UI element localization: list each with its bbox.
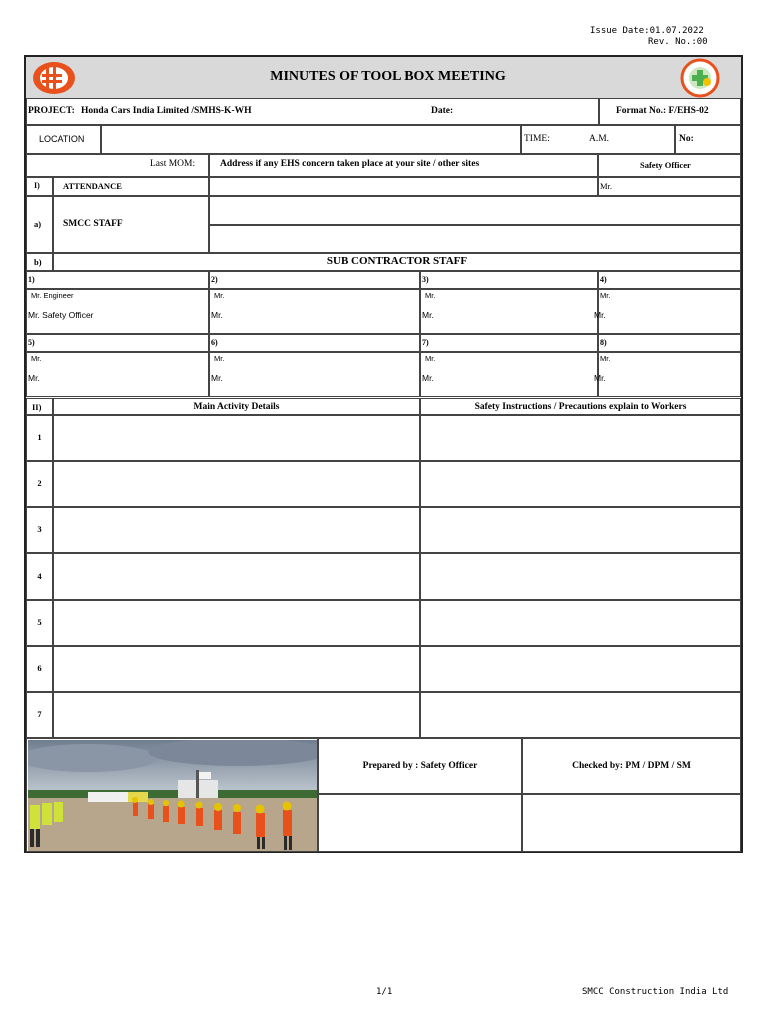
staff-line-2: Mr. [211, 310, 223, 320]
attendance-number: I) [34, 181, 40, 190]
staff-line-1: Mr. [600, 354, 611, 363]
staff-line-1: Mr. [214, 291, 225, 300]
activity-main-cell [53, 692, 420, 738]
staff-number: 1) [28, 275, 35, 284]
location-label: LOCATION [39, 134, 85, 144]
activity-row-number: 6 [37, 663, 42, 673]
page-number: 1/1 [376, 987, 393, 997]
staff-line-2: Mr. [28, 373, 40, 383]
staff-number: 7) [422, 338, 429, 347]
activity-safety-cell [420, 415, 741, 461]
staff-number: 4) [600, 275, 607, 284]
staff-number-cell [598, 334, 741, 352]
activity-safety-cell [420, 600, 741, 646]
activity-safety-cell [420, 461, 741, 507]
staff-number: 5) [28, 338, 35, 347]
smcc-line-2 [209, 225, 741, 253]
staff-number-cell [209, 334, 420, 352]
last-mom-label: Last MOM: [150, 159, 196, 169]
staff-line-1: Mr. [600, 291, 611, 300]
form-title: MINUTES OF TOOL BOX MEETING [270, 69, 506, 84]
staff-line-2: Mr. [422, 373, 434, 383]
staff-entry-cell [26, 352, 209, 397]
staff-line-1: Mr. [214, 354, 225, 363]
smcc-number: a) [34, 219, 42, 229]
attendance-label: ATTENDANCE [63, 181, 122, 191]
activity-safety-cell [420, 553, 741, 600]
staff-line-2: Mr. [594, 373, 606, 383]
checked-by-label: Checked by: PM / DPM / SM [572, 761, 691, 771]
staff-number: 6) [211, 338, 218, 347]
staff-entry-cell [209, 352, 420, 397]
staff-line-1: Mr. [425, 354, 436, 363]
prepared-by-label: Prepared by : Safety Officer [362, 761, 478, 771]
project-label: PROJECT: [28, 106, 75, 116]
activity-row-number: 3 [37, 524, 42, 534]
staff-entry-cell [420, 289, 598, 334]
staff-entry-cell [598, 352, 741, 397]
activity-row-number: 4 [37, 570, 42, 581]
activity-main-cell [53, 646, 420, 692]
staff-line-2: Mr. [422, 310, 434, 320]
staff-line-2: Mr. Safety Officer [28, 310, 94, 320]
project-value: Honda Cars India Limited /SMHS-K-WH [81, 106, 252, 116]
activity-safety-cell [420, 692, 741, 738]
date-label: Date: [431, 106, 454, 116]
staff-number-cell [598, 271, 741, 289]
activity-main-cell [53, 553, 420, 600]
attendance-mr: Mr. [600, 181, 613, 191]
smcc-line-1 [209, 196, 741, 225]
staff-number: 8) [600, 338, 607, 347]
staff-number-cell [420, 334, 598, 352]
address-label: Address if any EHS concern taken place at your site / other sites [220, 159, 480, 169]
staff-number-cell [26, 271, 209, 289]
activity-main-cell [53, 461, 420, 507]
staff-number-cell [420, 271, 598, 289]
prepared-signature-cell [318, 794, 522, 852]
revision-number: Rev. No.:00 [648, 37, 708, 47]
issue-date: Issue Date:01.07.2022 [590, 26, 704, 36]
company-footer: SMCC Construction India Ltd [582, 987, 729, 997]
activity-row-number: 5 [37, 617, 42, 627]
activity-row-number: 7 [37, 709, 42, 719]
ehs-certification-seal [680, 58, 720, 98]
checked-signature-cell [522, 794, 741, 852]
location-value-cell [101, 125, 521, 154]
attendance-value-cell [209, 177, 598, 196]
format-number: Format No.: F/EHS-02 [616, 106, 709, 116]
attendance-mr-cell [598, 177, 741, 196]
staff-number-cell [26, 334, 209, 352]
smcc-staff-label: SMCC STAFF [63, 219, 123, 229]
activity-number: II) [32, 402, 42, 412]
sub-contractor-title: SUB CONTRACTOR STAFF [326, 255, 468, 267]
staff-number-cell [209, 271, 420, 289]
staff-line-1: Mr. [31, 354, 42, 363]
safety-officer-label: Safety Officer [640, 160, 691, 170]
activity-main-cell [53, 415, 420, 461]
time-label: TIME: [524, 134, 550, 144]
staff-number: 2) [211, 275, 218, 284]
activity-main-cell [53, 600, 420, 646]
staff-entry-cell [598, 289, 741, 334]
site-meeting-photo [28, 740, 317, 851]
main-activity-header: Main Activity Details [193, 402, 280, 412]
activity-row-number: 2 [37, 478, 42, 488]
staff-number: 3) [422, 275, 429, 284]
company-logo [30, 60, 78, 96]
staff-line-2: Mr. [594, 310, 606, 320]
am-label: A.M. [589, 134, 610, 144]
staff-entry-cell [209, 289, 420, 334]
staff-line-1: Mr. Engineer [31, 291, 74, 300]
activity-safety-cell [420, 507, 741, 553]
activity-main-cell [53, 507, 420, 553]
safety-instructions-header: Safety Instructions / Precautions explain to Workers [474, 402, 687, 412]
activity-safety-cell [420, 646, 741, 692]
sub-contractor-number: b) [34, 257, 42, 267]
no-label: No: [679, 134, 694, 144]
staff-line-2: Mr. [211, 373, 223, 383]
staff-line-1: Mr. [425, 291, 436, 300]
activity-row-number: 1 [37, 432, 42, 442]
staff-entry-cell [420, 352, 598, 397]
